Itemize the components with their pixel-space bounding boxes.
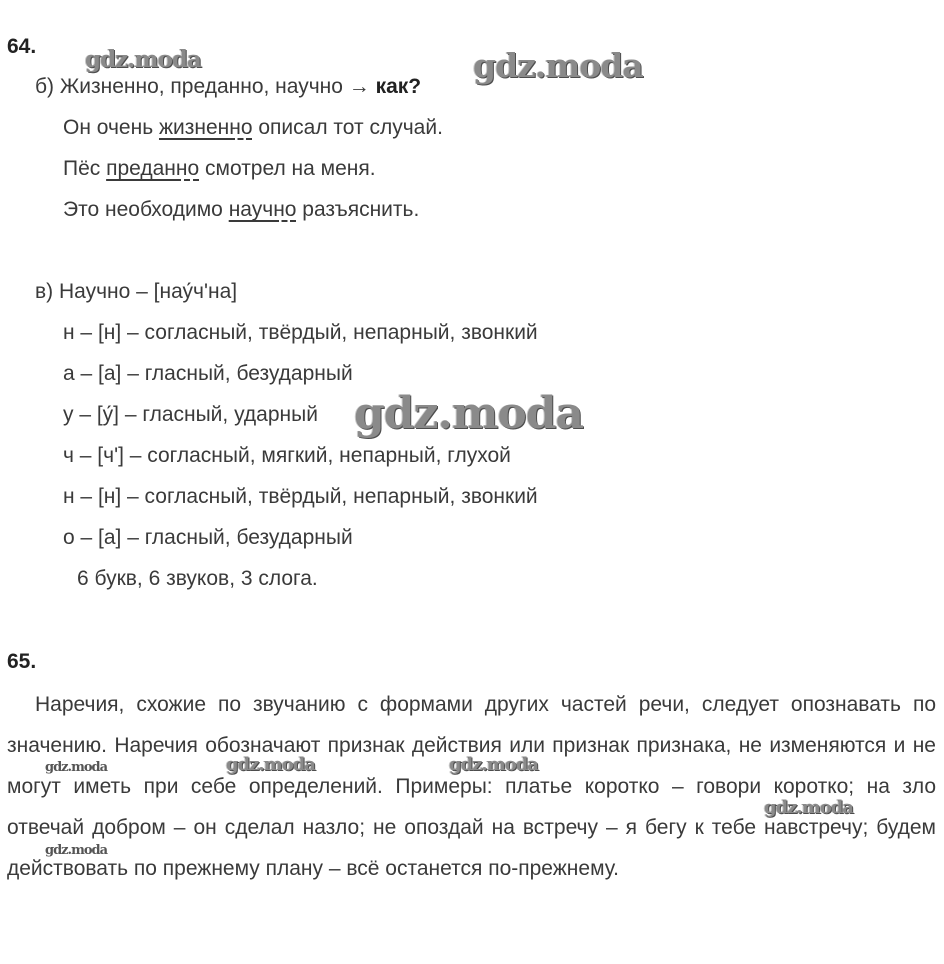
- phonetic-row-6: о – [а] – гласный, безударный: [63, 526, 353, 549]
- watermark: gdz.moda: [354, 388, 584, 439]
- sentence-2-before: Пёс: [63, 157, 107, 180]
- sentence-2: [63, 156, 376, 181]
- sentence-2-adverb-ending: но: [175, 157, 200, 180]
- task-65-paragraph: Наречия, схожие по звучанию с формами других частей речи, следует опознавать по значению. Наречия обозначают признак действия или признак признака, не изменяются и не могут иметь при себе определений. Примеры: платье коротко – говори коротко; на зло отвечай добром – он сделал назло; не опоздай на встречу – я бегу к тебе навстречу; будем действовать по прежнему плану – всё останется по-прежнему.: [7, 693, 936, 880]
- sentence-3-adverb-ending: но: [273, 198, 297, 221]
- phonetic-row-4: ч – [ч'] – согласный, мягкий, непарный, глухой: [63, 444, 511, 467]
- watermark: gdz.moda: [764, 797, 853, 818]
- phonetic-summary: 6 букв, 6 звуков, 3 слога.: [77, 567, 318, 590]
- watermark: gdz.moda: [449, 754, 538, 775]
- sentence-2-after: смотрел на меня.: [199, 157, 376, 180]
- phonetic-row-3: у – [у́] – гласный, ударный: [63, 403, 318, 426]
- task-64-b-heading-text: б) Жизненно, преданно, научно →: [35, 75, 376, 98]
- sentence-1-adverb-root: жизнен: [158, 116, 230, 139]
- task-65-number: 65.: [7, 650, 37, 673]
- watermark: gdz.moda: [226, 754, 315, 775]
- sentence-3: [63, 197, 419, 222]
- sentence-1-after: описал тот случай.: [252, 116, 443, 139]
- sentence-3-before: Это необходимо: [63, 198, 229, 221]
- task-64-b-heading: [35, 74, 421, 99]
- sentence-3-adverb-root: науч: [228, 198, 274, 221]
- task-64-v-heading: в) Научно – [нау́ч'на]: [35, 280, 238, 303]
- question-word: как?: [375, 75, 422, 98]
- sentence-1-before: Он очень: [63, 116, 159, 139]
- watermark: gdz.moda: [473, 46, 643, 85]
- task-64-number: 64.: [7, 35, 37, 58]
- sentence-3-after: разъяснить.: [296, 198, 420, 221]
- watermark: gdz.moda: [45, 760, 108, 775]
- sentence-2-adverb-root: предан: [106, 157, 176, 180]
- sentence-1: [63, 115, 443, 140]
- watermark: gdz.moda: [45, 843, 108, 858]
- phonetic-row-5: н – [н] – согласный, твёрдый, непарный, звонкий: [63, 485, 538, 508]
- phonetic-row-2: а – [а] – гласный, безударный: [63, 362, 353, 385]
- sentence-1-adverb-ending: но: [229, 116, 253, 139]
- phonetic-row-1: н – [н] – согласный, твёрдый, непарный, звонкий: [63, 321, 538, 344]
- watermark: gdz.moda: [85, 46, 201, 73]
